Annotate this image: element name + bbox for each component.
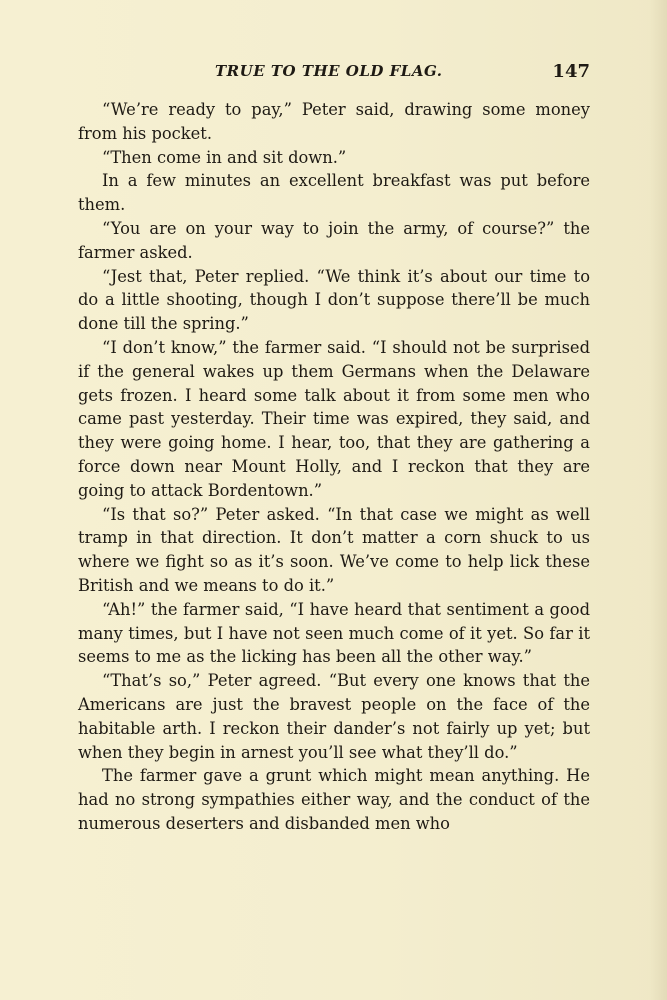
paragraph: “Then come in and sit down.” [102,147,347,167]
paragraph: “That’s so,” Peter agreed. “But every one knows that the Americans are just the bravest people on the face of the habitable arth. I reckon their dander’s not fairly up yet; but when they begin in arnest you’ll see what they’ll do.” [78,671,590,762]
paragraph: “Ah!” the farmer said, “I have heard that sentiment a good many times, but I have not seen much come of it yet. So far it seems to me as the licking has been all the other way.” [78,599,590,667]
paragraph: “I don’t know,” the farmer said. “I should not be surprised if the general wakes up them Germans when the Delaware gets frozen. I heard some talk about it from some men who came past yesterday. Their time was expired, they said, and they were going home. I hear, too, that they are gathering a force down near Mount Holly, and I reckon that they are going to attack Bordentown.” [78,337,590,500]
running-title: TRUE TO THE OLD FLAG. [215,62,443,80]
page-edge-shadow [649,0,667,1000]
page-number: 147 [552,61,590,82]
paragraph: “You are on your way to join the army, of course?” the farmer asked. [78,218,590,262]
paragraph: “Is that so?” Peter asked. “In that case we might as well tramp in that direction. It don’t matter a corn shuck to us where we fight so as it’s soon. We’ve come to help lick these British and we means to do it.” [78,504,590,595]
paragraph: “Jest that, Peter replied. “We think it’s about our time to do a little shooting, though I don’t suppose there’ll be much done till the spring.” [78,266,590,334]
body-text [78,98,590,836]
paragraph: “We’re ready to pay,” Peter said, drawing some money from his pocket. [78,100,590,143]
running-head [78,62,590,90]
paragraph: In a few minutes an excellent breakfast was put before them. [78,171,590,215]
paragraph: The farmer gave a grunt which might mean anything. He had no strong sympathies either way, and the conduct of the numerous deserters and disbanded men who [78,766,590,833]
